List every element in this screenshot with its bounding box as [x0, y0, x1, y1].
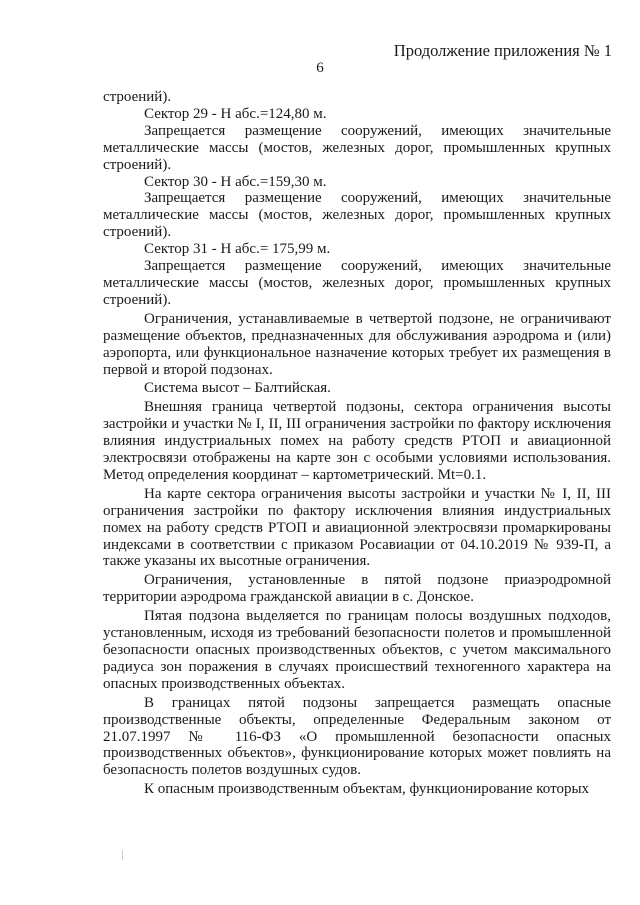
paragraph-height-system: Система высот – Балтийская.	[144, 380, 331, 397]
paragraph-sector-29: Сектор 29 - Н абс.=124,80 м.	[144, 105, 327, 122]
appendix-continuation-note: Продолжение приложения № 1	[393, 41, 612, 60]
paragraph-fifth-subzone-heading: Ограничения, установленные в пятой подзоне приаэродромной территории аэродрома гражданской авиации в с. Донское.	[103, 572, 611, 606]
page-number: 6	[316, 60, 324, 76]
paragraph-sector-29-restriction: Запрещается размещение сооружений, имеющих значительные металлические массы (мостов, железных дорог, промышленных крупных строений).	[103, 122, 611, 173]
paragraph-fifth-subzone-prohibition: В границах пятой подзоны запрещается размещать опасные производственные объекты, определенные Федеральным законом от 21.07.1997 № 116-ФЗ «О промышленной безопасности опасных производственных объектов», функционирование которых может повлиять на безопасность полетов воздушных судов.	[103, 694, 611, 779]
paragraph-fourth-subzone-limits: Ограничения, устанавливаемые в четвертой подзоне, не ограничивают размещение объектов, предназначенных для обслуживания аэродрома и (или) аэропорта, или функциональное назначение которых требует их размещения в первой и второй подзонах.	[103, 310, 611, 378]
scan-mark	[122, 850, 123, 860]
paragraph-continuation: строений).	[103, 89, 172, 105]
paragraph-map-marking: На карте сектора ограничения высоты застройки и участки № I, II, III ограничения застройки по фактору исключения влияния индустриальных помех на работу средств РТОП и авиационной электросвязи промаркированы индексами в соответствии с приказом Росавиации от 04.10.2019 № 939-П, а также указаны их высотные ограничения.	[103, 485, 611, 570]
paragraph-sector-30: Сектор 30 - Н абс.=159,30 м.	[144, 173, 327, 190]
paragraph-sector-31-restriction: Запрещается размещение сооружений, имеющих значительные металлические массы (мостов, железных дорог, промышленных крупных строений).	[103, 258, 611, 308]
paragraph-fifth-subzone-definition: Пятая подзона выделяется по границам полосы воздушных подходов, установленным, исходя из требований безопасности полетов и промышленной безопасности опасных производственных объектов, с учетом максимального радиуса зон поражения в случаях происшествий техногенного характера на опасных производственных объектах.	[103, 608, 611, 692]
document-body	[103, 89, 611, 798]
paragraph-hazardous-objects: К опасным производственным объектам, функционирование которых	[144, 781, 590, 798]
paragraph-fourth-subzone-boundary: Внешняя граница четвертой подзоны, сектора ограничения высоты застройки и участки № I, II, III ограничения застройки по фактору исключения влияния индустриальных помех на работу средств РТОП и авиационной электросвязи отображены на карте зон с особыми условиями использования. Метод определения координат – картометрический. Mt=0.1.	[103, 399, 611, 483]
paragraph-sector-31: Сектор 31 - Н абс.= 175,99 м.	[144, 241, 331, 258]
paragraph-sector-30-restriction: Запрещается размещение сооружений, имеющих значительные металлические массы (мостов, железных дорог, промышленных крупных строений).	[103, 190, 611, 241]
